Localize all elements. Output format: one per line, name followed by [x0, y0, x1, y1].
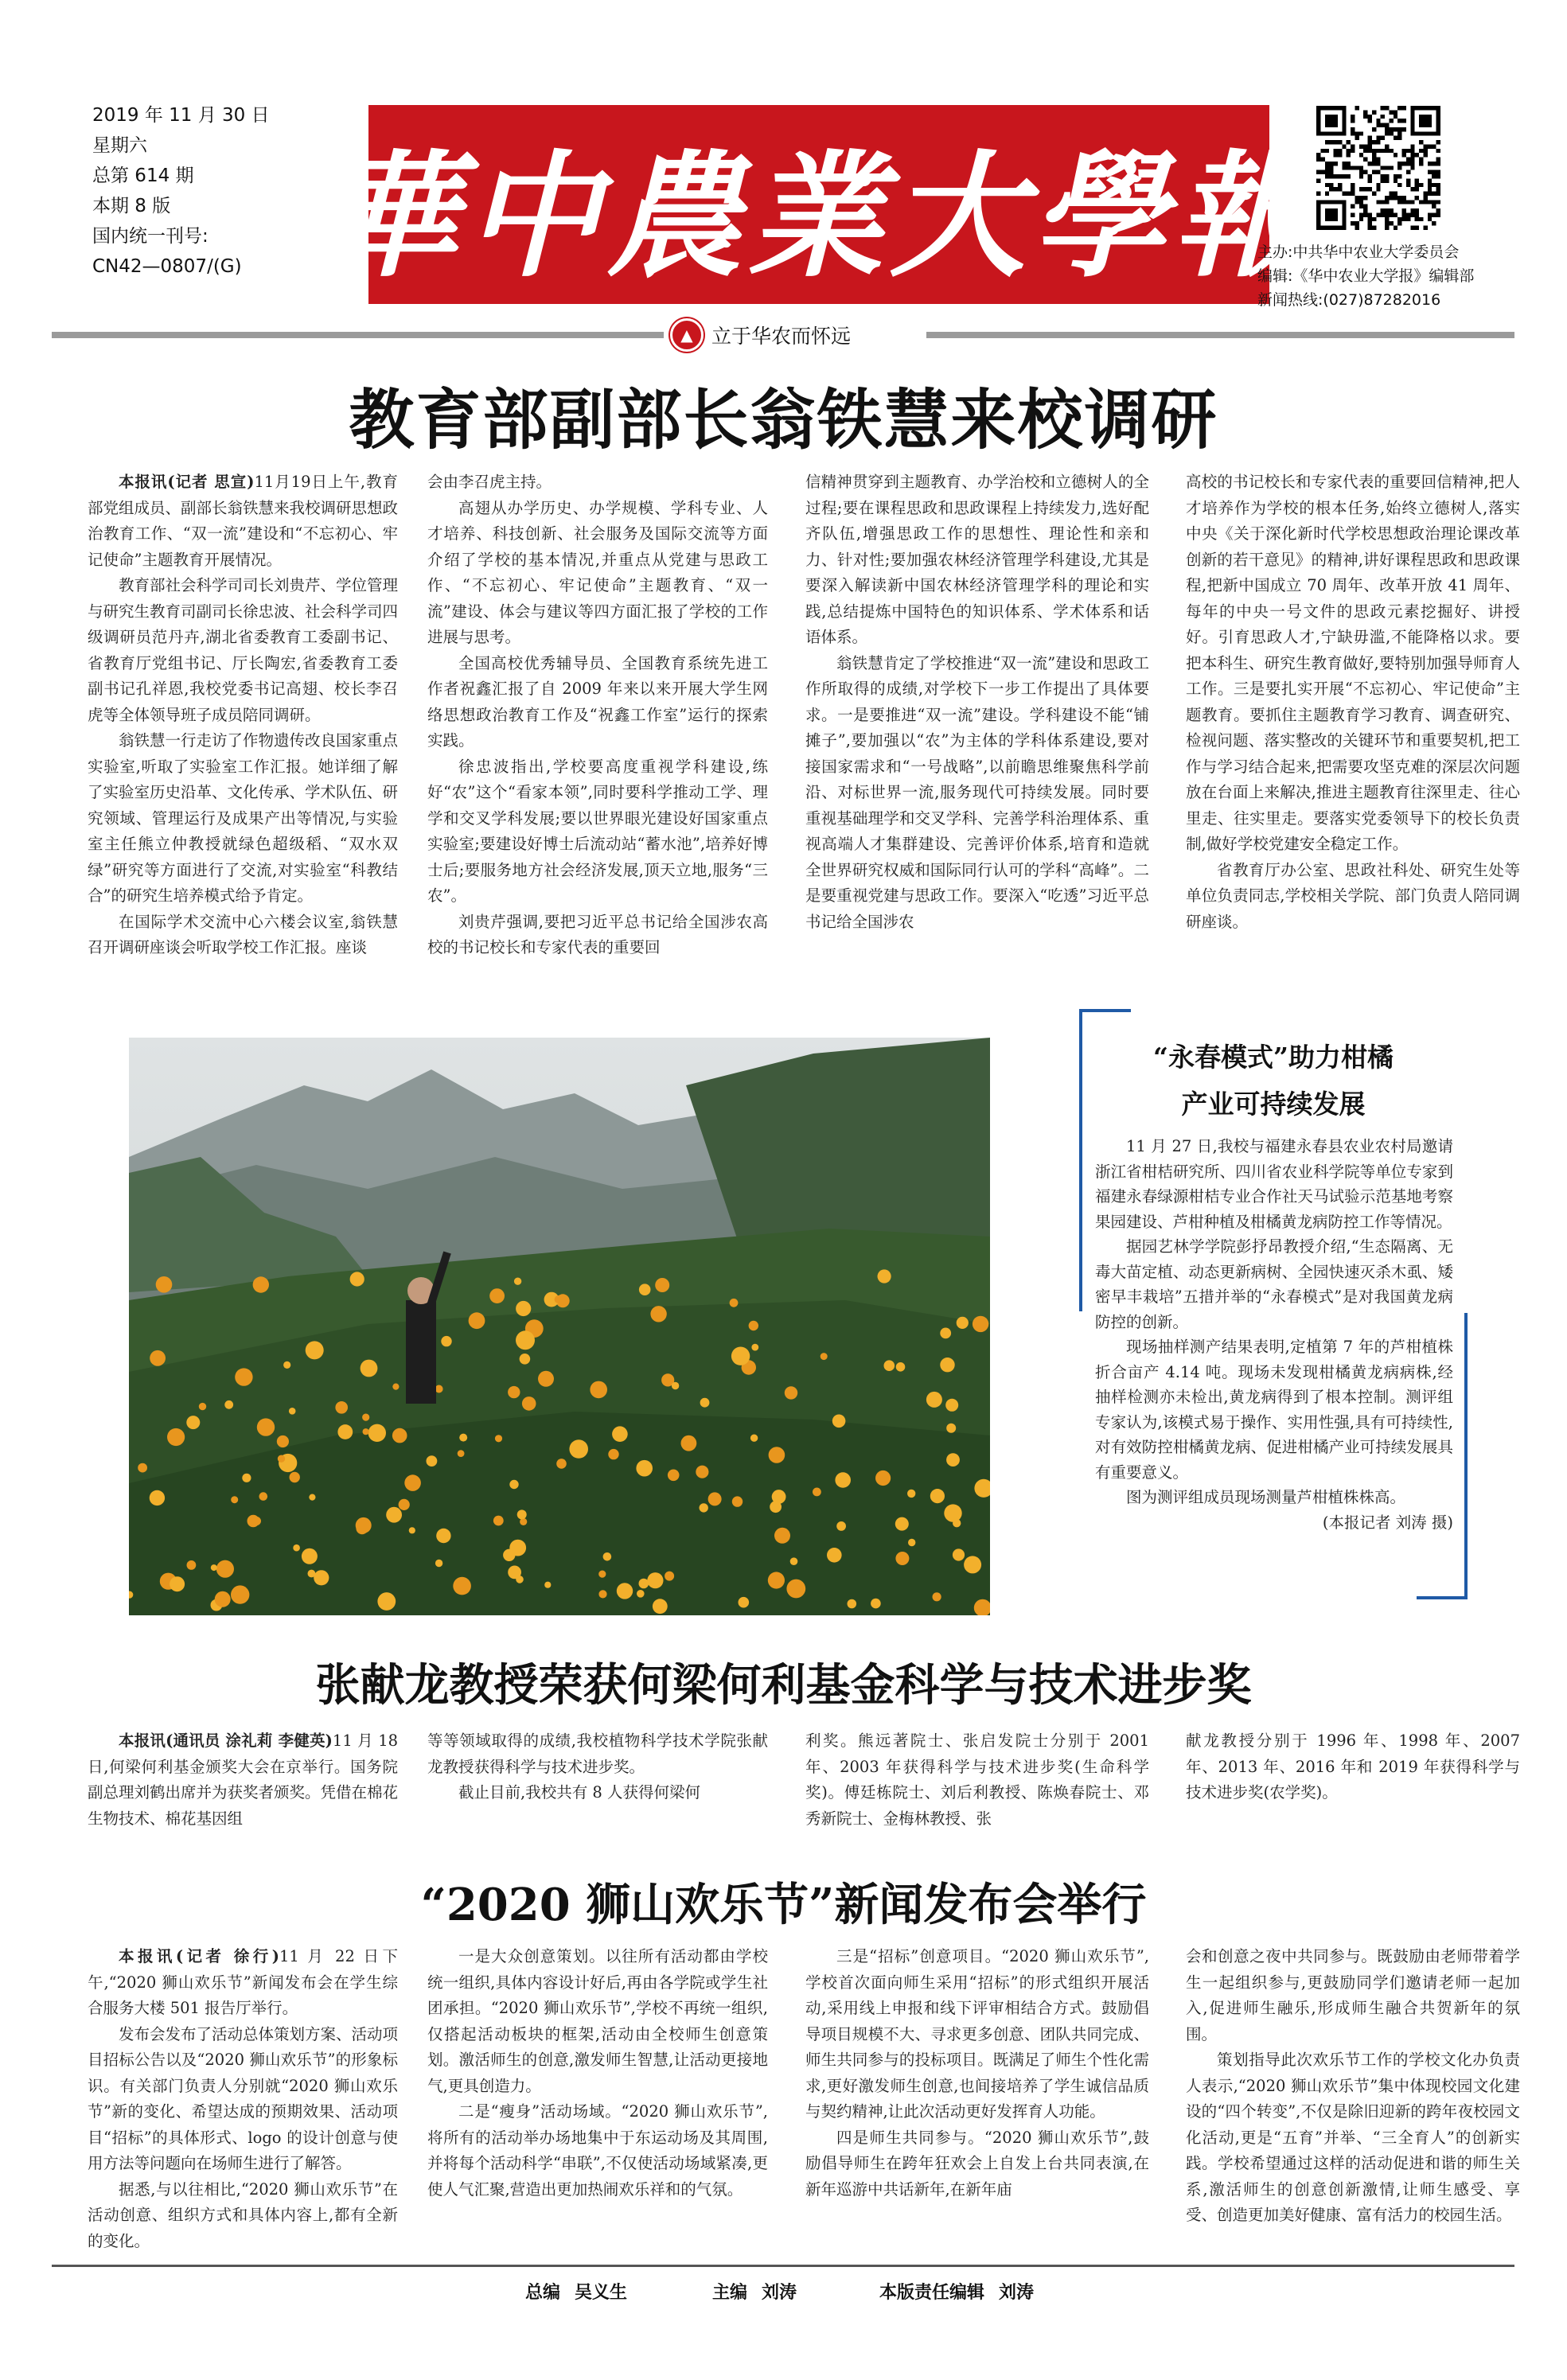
orange-fruit [964, 1556, 981, 1573]
footer-editor-name: 刘涛 [762, 2283, 797, 2303]
orange-fruit [211, 1564, 217, 1571]
orange-fruit [495, 1435, 502, 1442]
orange-fruit [363, 1428, 369, 1435]
orange-fruit [612, 1426, 628, 1442]
orange-fruit [668, 1470, 680, 1482]
orange-fruit [940, 1328, 951, 1339]
orange-fruit [314, 1570, 329, 1585]
slogan-badge [664, 318, 926, 352]
orange-fruit [770, 1501, 782, 1513]
paragraph-text: 据悉,与以往相比,“2020 狮山欢乐节”在活动创意、组织方式和具体内容上,都有全新的变化。 [88, 2179, 398, 2250]
orange-fruit [681, 1435, 697, 1451]
orange-fruit [751, 1344, 758, 1351]
paragraph-text: 会由李召虎主持。 [427, 473, 552, 491]
paragraph-text: 发布会发布了活动总体策划方案、活动项目招标公告以及“2020 狮山欢乐节”的形象标识。有关部门负责人分别就“2020 狮山欢乐节”新的变化、希望达成的预期效果、活动项目“招标”的具体形式、logo 的设计创意与使用方法等问题向在场师生进行了解答。 [88, 2024, 398, 2172]
article2-headline[interactable]: 张献龙教授荣获何梁何利基金科学与技术进步奖 [315, 1659, 1252, 1712]
orange-fruit [150, 1350, 166, 1366]
paragraph-text: 策划指导此次欢乐节工作的学校文化办负责人表示,“2020 狮山欢乐节”集中体现校园文化建设的“四个转变”,不仅是除旧迎新的跨年夜校园文化活动,更是“五育”并举、“三全育人”的创新实践。学校希望通过这样的活动促进和谐的师生关系,激活师生的创意创新激情,让师生感受、享受、创造更加美好健康、富有活力的校园生活。 [1186, 2051, 1520, 2224]
orange-fruit [569, 1439, 588, 1459]
publisher-editor: 编辑:《华中农业大学报》编辑部 [1257, 267, 1475, 285]
orange-fruit [293, 1544, 300, 1552]
orange-fruit [508, 1386, 520, 1398]
orange-fruit [459, 1434, 467, 1442]
orange-fruit [259, 1492, 268, 1501]
orange-fruit [953, 1519, 961, 1527]
publisher-hotline: 新闻热线:(027)87282016 [1257, 291, 1441, 309]
orange-fruit [896, 1362, 906, 1372]
orange-fruit [435, 1560, 442, 1567]
orange-fruit [409, 1527, 415, 1533]
orange-fruit [377, 1592, 396, 1611]
dateline: 本报讯(记者 思宣) [119, 473, 255, 491]
orange-fruit [895, 1517, 909, 1531]
orange-fruit [639, 1283, 651, 1295]
issue-pages: 本期 8 版 [92, 196, 171, 216]
orange-fruit [739, 1597, 750, 1608]
article2-column-2 [427, 1728, 768, 1840]
publisher-info [1257, 240, 1544, 312]
footer-page-editor-name: 刘涛 [999, 2283, 1035, 2303]
dateline: 本报讯(记者 徐行) [119, 1947, 279, 1965]
footer-chief-editor [525, 2279, 627, 2304]
orange-fruit [786, 1580, 805, 1599]
paragraph-text: 刘贵芹强调,要把习近平总书记给全国涉农高校的书记校长和专家代表的重要回 [427, 912, 768, 956]
orange-fruit [215, 1591, 231, 1607]
orange-fruit [926, 1392, 942, 1408]
orange-fruit [940, 1357, 954, 1372]
orange-fruit [231, 1585, 249, 1603]
issue-date: 2019 年 11 月 30 日 [92, 105, 270, 126]
orange-fruit [508, 1566, 521, 1580]
orange-fruit [821, 1353, 828, 1360]
orange-fruit [665, 1572, 674, 1581]
orange-fruit [156, 1276, 173, 1293]
orange-fruit [696, 1466, 708, 1478]
orange-fruit [700, 1398, 710, 1408]
orange-fruit [946, 1453, 960, 1467]
orange-fruit [335, 1401, 348, 1414]
sidebar-frame-bottom [1417, 1596, 1468, 1599]
orange-fruit [231, 1496, 238, 1503]
orange-fruit [516, 1330, 535, 1350]
orange-fruit [150, 1490, 165, 1506]
paragraph [88, 573, 398, 728]
paragraph-text: 高校的书记校长和专家代表的重要回信精神,把人才培养作为学校的根本任务,始终立德树人,落实中央《关于深化新时代学校思想政治理论课改革创新的若干意见》的精神,讲好课程思政和思政课程,把新中国成立 70 周年、改革开放 41 周年、每年的中央一号文件的思政元素挖掘好、讲授好。引育思政人才,宁缺毋滥,不能降格以求。要把本科生、研究生教育做好,要特别加强导师育人工作。三是要扎实开展“不忘初心、牢记使命”主题教育。要抓住主题教育学习教育、调查研究、检视问题、落实整改的关键环节和重要契机,把工作与学习结合起来,把需要攻坚克难的深层次问题放在台面上来解决,推进主题教育往深里走、往心里走、往实里走。要落实党委领导下的校长负责制,做好学校党建安全稳定工作。 [1186, 473, 1520, 853]
orange-fruit [848, 1599, 857, 1609]
paragraph [805, 1944, 1149, 2125]
orange-fruit [283, 1361, 290, 1369]
orange-fruit [309, 1494, 315, 1501]
article3-headline[interactable]: “2020 狮山欢乐节”新闻发布会举行 [420, 1879, 1147, 1931]
paragraph [1186, 858, 1520, 936]
orange-fruit [617, 1583, 633, 1599]
orange-fruit [522, 1396, 536, 1411]
orange-fruit [835, 1472, 851, 1488]
paragraph-text: 一是大众创意策划。以往所有活动都由学校统一组织,具体内容设计好后,再由各学院或学生社团承担。“2020 狮山欢乐节”,学校不再统一组织,仅搭起活动板块的框架,活动由全校师生创意策划。激活师生的创意,激发师生智慧,让活动更接地气,更具创造力。 [427, 1947, 768, 2095]
orange-fruit [590, 1381, 607, 1399]
paragraph [1186, 1944, 1520, 2047]
paragraph-text: 献龙教授分别于 1996 年、1998 年、2007 年、2013 年、2016 年和 2019 年获得科学与技术进步奖(农学奖)。 [1186, 1731, 1520, 1802]
orange-fruit [895, 1552, 909, 1565]
paragraph [88, 1728, 398, 1832]
orange-fruit [603, 1552, 612, 1561]
paragraph [805, 469, 1149, 651]
orange-fruit [785, 1386, 797, 1399]
sidebar-title-line2[interactable]: 产业可持续发展 [1181, 1089, 1366, 1120]
paragraph [1186, 2047, 1520, 2229]
orange-fruit [427, 1455, 438, 1467]
cn-number: CN42—0807/(G) [92, 256, 242, 277]
orange-fruit [278, 1455, 285, 1463]
orange-fruit [639, 1579, 649, 1589]
paragraph [88, 1944, 398, 2022]
paragraph-text: 高翅从办学历史、办学规模、学科专业、人才培养、科技创新、社会服务及国际交流等方面介绍了学校的基本情况,并重点从党建与思政工作、“不忘初心、牢记使命”主题教育、“双一流”建设、体会与建议等四方面汇报了学校的工作进展与思考。 [427, 498, 768, 646]
orange-fruit [257, 1418, 275, 1435]
orange-fruit [653, 1599, 668, 1614]
orange-fruit [832, 1415, 846, 1428]
sidebar-paragraph: 11 月 27 日,我校与福建永春县农业农村局邀请浙江省柑桔研究所、四川省农业科学院等单位专家到福建永春绿源柑桔专业合作社天马试验示范基地考察果园建设、芦柑种植及柑橘黄龙病防控工作等情况。 [1095, 1137, 1453, 1231]
orange-fruit [749, 1321, 758, 1330]
dateline: 本报讯(通讯员 涂礼莉 李健英) [119, 1731, 333, 1750]
sidebar-body [1095, 1134, 1453, 1535]
orchard-photo [129, 1038, 990, 1615]
qr-code-icon[interactable] [1316, 106, 1440, 230]
orange-fruit [768, 1572, 785, 1588]
orange-fruit [399, 1499, 410, 1510]
paragraph [805, 651, 1149, 936]
paragraph [427, 496, 768, 651]
orange-fruit [235, 1368, 252, 1385]
paragraph [427, 651, 768, 754]
orange-fruit [186, 1416, 200, 1429]
paragraph [1186, 469, 1520, 858]
orange-fruit [436, 1529, 450, 1543]
orange-fruit [957, 1317, 969, 1329]
article3-column-2 [427, 1944, 768, 2254]
orange-fruit [520, 1354, 531, 1365]
sidebar-frame-top [1079, 1009, 1131, 1012]
orange-fruit [224, 1400, 233, 1409]
footer-page-editor-label: 本版责任编辑 [879, 2283, 985, 2303]
orange-fruit [306, 1341, 324, 1359]
orange-fruit [836, 1521, 846, 1531]
orange-fruit [556, 1459, 567, 1469]
paragraph [427, 754, 768, 910]
paragraph [427, 910, 768, 961]
orange-fruit [555, 1295, 563, 1303]
orange-fruit [871, 1599, 881, 1609]
orange-fruit [368, 1424, 386, 1442]
orange-fruit [930, 1489, 945, 1503]
orange-fruit [908, 1539, 915, 1546]
orange-fruit [242, 1474, 251, 1482]
orange-fruit [598, 1571, 606, 1578]
publisher-sponsor: 主办:中共华中农业大学委员会 [1257, 243, 1460, 261]
paragraph [88, 2177, 398, 2255]
orange-fruit [953, 1548, 965, 1560]
orange-fruit [514, 1278, 521, 1285]
footer-divider [52, 2265, 1514, 2267]
footer-editor-label: 主编 [712, 2283, 748, 2303]
orange-fruit [493, 1516, 504, 1526]
orange-fruit [945, 1399, 958, 1412]
orange-fruit [253, 1276, 269, 1292]
masthead-title: 華中農業大學報 [323, 136, 1316, 296]
orange-fruit [404, 1474, 421, 1491]
sidebar-paragraph: 图为测评组成员现场测量芦柑植株株高。 [1126, 1488, 1406, 1506]
paragraph [88, 728, 398, 910]
sidebar-paragraph: 据园艺林学学院彭抒昂教授介绍,“生态隔离、无毒大苗定植、动态更新病树、全园快速灭杀木虱、矮密早丰栽培”五措并举的“永春模式”是对我国黄龙病防控的创新。 [1095, 1237, 1453, 1331]
orange-fruit [637, 1590, 645, 1598]
article3-column-3 [805, 1944, 1149, 2254]
paragraph-text: 四是师生共同参与。“2020 狮山欢乐节”,鼓励倡导师生在跨年狂欢会上自发上台共同表演,在新年巡游中共话新年,在新年庙 [805, 2128, 1149, 2199]
orange-fruit [650, 1306, 666, 1322]
paragraph [88, 910, 398, 961]
orange-fruit [277, 1435, 289, 1447]
orange-fruit [598, 1590, 606, 1598]
orange-fruit [458, 1450, 465, 1457]
paragraph [427, 1728, 768, 1780]
footer-page-editor [879, 2279, 1034, 2304]
orange-fruit [216, 1560, 234, 1578]
paragraph-text: 省教育厅办公室、思政社科处、研究生处等单位负责同志,学校相关学院、部门负责人陪同调研座谈。 [1186, 860, 1520, 931]
issue-total: 总第 614 期 [92, 166, 194, 186]
orange-fruit [489, 1288, 505, 1303]
issue-weekday: 星期六 [92, 135, 147, 156]
paragraph-text: 等等领域取得的成绩,我校植物科学技术学院张献龙教授获得科学与技术进步奖。 [427, 1731, 768, 1776]
orange-fruit [170, 1576, 185, 1591]
orange-fruit [730, 1299, 739, 1307]
orange-fruit [138, 1463, 147, 1473]
masthead-logo [323, 105, 1316, 304]
paragraph-text: 教育部社会科学司司长刘贵芹、学位管理与研究生教育司副司长徐忠波、社会科学司四级调研员范丹卉,湖北省委教育工委副书记、省教育厅党组书记、厅长陶宏,省委教育工委副书记孔祥恩,我校党委书记高翅、校长李召虎等全体领导班子成员陪同调研。 [88, 576, 398, 724]
article2-column-3 [805, 1728, 1149, 1840]
orange-fruit [769, 1447, 785, 1463]
sidebar-title-line1[interactable]: “永春模式”助力柑橘 [1153, 1042, 1394, 1073]
paragraph-text: 翁铁慧肯定了学校推进“双一流”建设和思政工作所取得的成绩,对学校下一步工作提出了具体要求。一是要推进“双一流”建设。学科建设不能“铺摊子”,要加强以“农”为主体的学科体系建设,要对接国家需求和“一号战略”,以前瞻思维聚焦科学前沿、对标世界一流,服务现代可持续发展。同时要重视基础理学和交叉学科、完善学科治理体系、重视高端人才集群建设、完善评价体系,培育和造就全世界研究权威和国际同行认可的学科“高峰”。二是要重视党建与思政工作。要深入“吃透”习近平总书记给全国涉农 [805, 653, 1149, 931]
article1-column-3 [805, 469, 1149, 979]
orange-fruit [302, 1548, 318, 1564]
paragraph-text: 三是“招标”创意项目。“2020 狮山欢乐节”,学校首次面向师生采用“招标”的形式组织开展活动,采用线上申报和线下评审相结合方式。鼓励倡导项目规模不大、寻求更多创意、团队共同完成、师生共同参与的投标项目。既满足了师生个性化需求,更好激发师生创意,也间接培养了学生诚信品质与契约精神,让此次活动更好发挥育人功能。 [805, 1947, 1149, 2121]
orange-fruit [361, 1360, 378, 1377]
university-emblem-icon: ▲ [670, 318, 704, 352]
article2-column-4 [1186, 1728, 1520, 1840]
footer-chief-label: 总编 [525, 2283, 561, 2303]
photo-credit: (本报记者 刘涛 摄) [1322, 1513, 1453, 1532]
paragraph [427, 1944, 768, 2099]
orange-fruit [167, 1428, 185, 1446]
orange-fruit [655, 1278, 669, 1292]
orange-fruit [538, 1371, 554, 1387]
article1-column-2 [427, 469, 768, 979]
orange-fruit [248, 1515, 259, 1527]
orange-fruit [790, 1557, 798, 1565]
article3-column-1 [88, 1944, 398, 2254]
orange-fruit [199, 1403, 206, 1410]
orange-fruit [946, 1424, 956, 1433]
orange-fruit [774, 1528, 790, 1544]
orange-fruit [732, 1496, 743, 1506]
orange-fruit [827, 1548, 842, 1563]
orange-fruit [907, 1490, 915, 1498]
orange-fruit [362, 1414, 369, 1421]
article1-headline[interactable]: 教育部副部长翁铁慧来校调研 [349, 383, 1218, 458]
orange-fruit [544, 1582, 551, 1588]
orange-fruit [516, 1301, 531, 1316]
orange-fruit [392, 1384, 399, 1390]
paragraph-text: 徐忠波指出,学校要高度重视学科建设,练好“农”这个“看家本领”,同时要科学推动工学、理学和交叉学科发展;要以世界眼光建设好国家重点实验室;要建设好博士后流动站“蓄水池”,培养好博士后;要服务地方社会经济发展,顶天立地,服务“三农”。 [427, 757, 768, 905]
orange-fruit [509, 1480, 518, 1489]
orange-fruit [386, 1507, 402, 1523]
orange-fruit [187, 1560, 197, 1570]
orange-fruit [750, 1435, 758, 1442]
orange-fruit [453, 1577, 471, 1595]
issue-meta [92, 100, 339, 282]
orange-fruit [337, 1424, 353, 1439]
article1-column-4 [1186, 469, 1520, 979]
orange-fruit [469, 1312, 485, 1329]
paragraph-text: 在国际学术交流中心六楼会议室,翁铁慧召开调研座谈会听取学校工作汇报。座谈 [88, 912, 398, 956]
orange-fruit [708, 1492, 722, 1506]
cn-label: 国内统一刊号: [92, 226, 209, 247]
paragraph [88, 469, 398, 573]
orange-fruit [878, 1269, 891, 1283]
orange-fruit [392, 1428, 407, 1443]
paragraph-text: 截止目前,我校共有 8 人获得何梁何 [458, 1783, 701, 1802]
paragraph [1186, 1728, 1520, 1806]
sidebar-frame-right [1464, 1313, 1468, 1599]
paragraph [427, 1780, 768, 1806]
sidebar-paragraph: 现场抽样测产结果表明,定植第 7 年的芦柑植株折合亩产 4.14 吨。现场未发现柑橘黄龙病病株,经抽样检测亦未检出,黄龙病得到了根本控制。测评组专家认为,该模式易于操作、实用性强,具有可持续性,对有效防控柑橘黄龙病、促进柑橘产业可持续发展具有重要意义。 [1095, 1338, 1453, 1482]
orange-fruit [290, 1472, 300, 1482]
orange-fruit [731, 1347, 750, 1365]
paragraph [427, 469, 768, 496]
orange-fruit [875, 1470, 891, 1486]
orange-fruit [356, 1517, 372, 1533]
article1-column-1 [88, 469, 398, 979]
orange-fruit [289, 1408, 296, 1415]
orange-fruit [517, 1509, 527, 1519]
paragraph-text: 会和创意之夜中共同参与。既鼓励由老师带着学生一起组织参与,更鼓励同学们邀请老师一起加入,促进师生融乐,形成师生融合共贺新年的氛围。 [1186, 1947, 1520, 2043]
orange-fruit [884, 1360, 895, 1371]
paragraph-text: 11 月 18 日,何梁何利基金颁奖大会在京举行。国务院副总理刘鹤出席并为获奖者颁奖。凭借在棉花生物技术、棉花基因组 [88, 1731, 398, 1828]
paragraph-text: 信精神贯穿到主题教育、办学治校和立德树人的全过程;要在课程思政和思政课程上持续发力,选好配齐队伍,增强思政工作的思想性、理论性和亲和力、针对性;要加强农林经济管理学科建设,尤其是要深入解读新中国农林经济管理学科的理论和实践,总结提炼中国特色的知识体系、学术体系和话语体系。 [805, 473, 1149, 646]
orange-fruit [944, 1504, 961, 1521]
footer-chief-name: 吴义生 [575, 2283, 628, 2303]
paragraph-text: 翁铁慧一行走访了作物遗传改良国家重点实验室,听取了实验室工作汇报。她详细了解了实验室历史沿革、文化传承、学术队伍、研究领域、管理运行及成果产出等情况,与实验室主任熊立仲教授就绿色超级稻、“双水双绿”研究等方面进行了交流,对实验室“科教结合”的研究生培养模式给予肯定。 [88, 731, 398, 905]
paragraph-text: 11 月 22 日下午,“2020 狮山欢乐节”新闻发布会在学生综合服务大楼 501 报告厅举行。 [88, 1947, 398, 2017]
footer-editor [712, 2279, 797, 2304]
orange-fruit [350, 1272, 364, 1286]
paragraph-text: 全国高校优秀辅导员、全国教育系统先进工作者祝鑫汇报了自 2009 年来以来开展大学生网络思想政治教育工作及“祝鑫工作室”运行的探索实践。 [427, 653, 768, 750]
orange-fruit [647, 1572, 663, 1588]
orange-fruit [700, 1503, 708, 1512]
orange-fruit [441, 1336, 451, 1346]
article2-column-1 [88, 1728, 398, 1840]
paragraph-text: 二是“瘦身”活动场域。“2020 狮山欢乐节”,将所有的活动举办场地集中于东运动场及其周围,并将每个活动科学“串联”,不仅使活动场域紧凑,更使人气汇聚,营造出更加热闹欢乐祥和的气氛。 [427, 2102, 768, 2199]
article3-column-4 [1186, 1944, 1520, 2254]
paragraph-text: 11月19日上午,教育部党组成员、副部长翁铁慧来我校调研思想政治教育工作、“双一流”建设和“不忘初心、牢记使命”主题教育开展情况。 [88, 473, 398, 569]
orange-fruit [933, 1592, 941, 1601]
paragraph [88, 2022, 398, 2177]
orange-fruit [672, 1382, 679, 1389]
slogan-text: 立于华农而怀远 [711, 325, 852, 348]
sidebar-frame-left [1079, 1009, 1082, 1311]
paragraph [805, 1728, 1149, 1832]
paragraph [805, 2125, 1149, 2203]
paragraph-text: 利奖。熊远著院士、张启发院士分别于 2001 年、2003 年获得科学与技术进步奖(生命科学奖)。傅廷栋院士、刘后利教授、陈焕春院士、邓秀新院士、金梅林教授、张 [805, 1731, 1149, 1828]
orange-fruit [435, 1385, 443, 1393]
paragraph [427, 2099, 768, 2203]
orange-fruit [636, 1460, 653, 1477]
orange-fruit [608, 1449, 618, 1459]
orange-fruit [813, 1488, 821, 1497]
orange-fruit [503, 1549, 515, 1561]
orange-fruit [973, 1316, 988, 1332]
